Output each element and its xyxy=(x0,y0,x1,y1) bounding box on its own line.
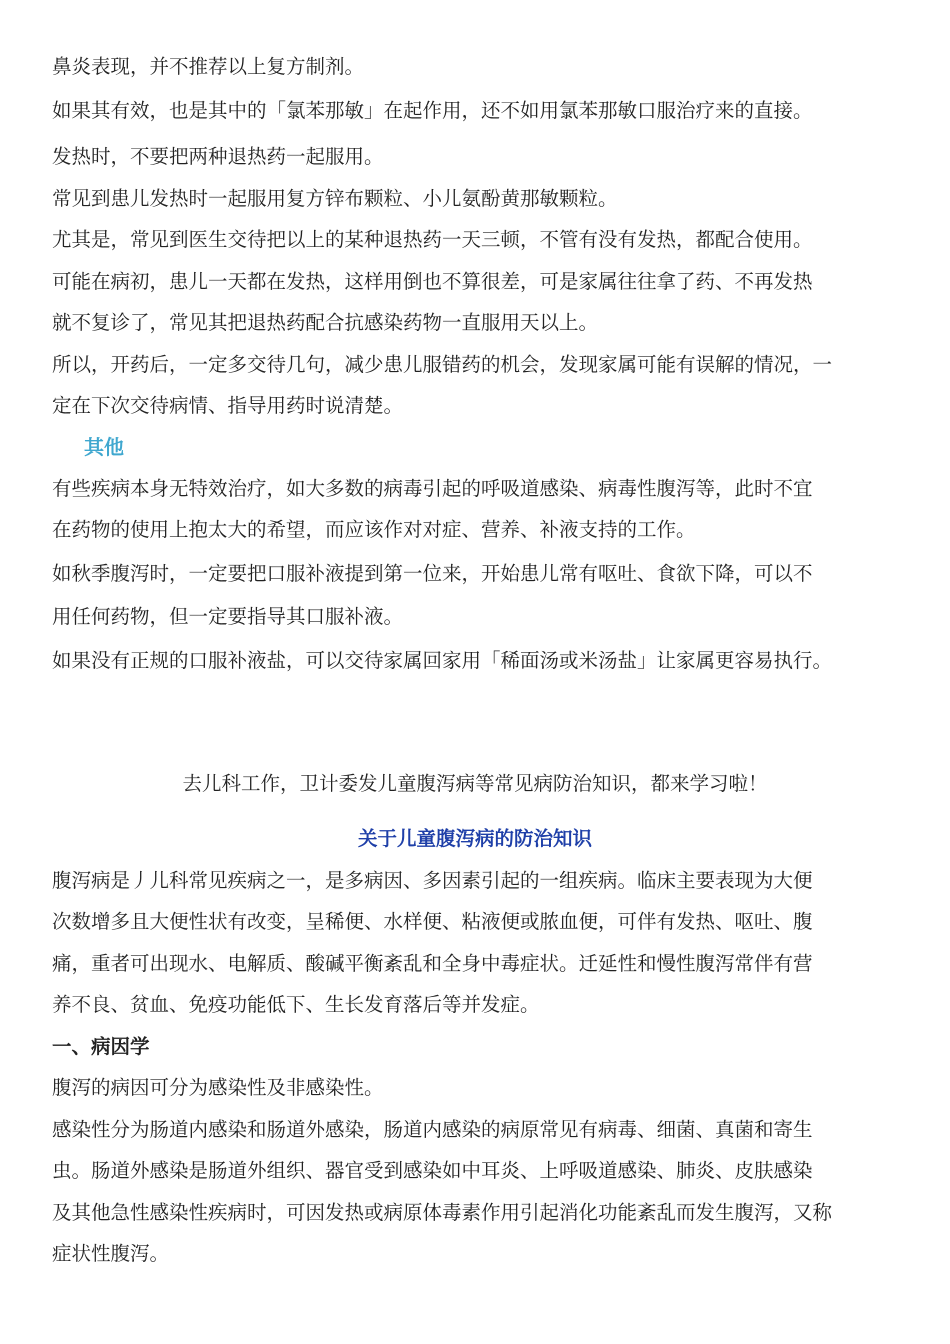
paragraph-line: 如果没有正规的口服补液盐，可以交待家属回家用「稀面汤或米汤盐」让家属更容易执行。 xyxy=(52,649,833,672)
paragraph-line: 感染性分为肠道内感染和肠道外感染，肠道内感染的病原常见有病毒、细菌、真菌和寄生 xyxy=(52,1118,813,1141)
paragraph-line: 及其他急性感染性疾病时，可因发热或病原体毒素作用引起消化功能紊乱而发生腹泻，又称 xyxy=(52,1201,833,1224)
paragraph-line: 鼻炎表现，并不推荐以上复方制剂。 xyxy=(52,55,365,78)
etiology-heading: 一、病因学 xyxy=(52,1035,150,1058)
paragraph-line: 尤其是，常见到医生交待把以上的某种退热药一天三顿，不管有没有发热，都配合使用。 xyxy=(52,228,813,251)
article-subtitle: 关于儿童腹泻病的防治知识 xyxy=(357,827,592,850)
paragraph-line: 养不良、贫血、免疫功能低下、生长发育落后等并发症。 xyxy=(52,993,540,1016)
paragraph-line: 在药物的使用上抱太大的希望，而应该作对对症、营养、补液支持的工作。 xyxy=(52,518,696,541)
paragraph-line: 发热时，不要把两种退热药一起服用。 xyxy=(52,145,384,168)
paragraph-line: 可能在病初，患儿一天都在发热，这样用倒也不算很差，可是家属往往拿了药、不再发热 xyxy=(52,270,813,293)
paragraph-line: 就不复诊了，常见其把退热药配合抗感染药物一直服用天以上。 xyxy=(52,311,599,334)
paragraph-line: 腹泻病是丿儿科常见疾病之一，是多病因、多因素引起的一组疾病。临床主要表现为大便 xyxy=(52,869,813,892)
paragraph-line: 用任何药物，但一定要指导其口服补液。 xyxy=(52,605,404,628)
paragraph-line: 腹泻的病因可分为感染性及非感染性。 xyxy=(52,1076,384,1099)
paragraph-line: 有些疾病本身无特效治疗，如大多数的病毒引起的呼吸道感染、病毒性腹泻等，此时不宜 xyxy=(52,477,813,500)
paragraph-line: 定在下次交待病情、指导用药时说清楚。 xyxy=(52,394,404,417)
paragraph-line: 虫。肠道外感染是肠道外组织、器官受到感染如中耳炎、上呼吸道感染、肺炎、皮肤感染 xyxy=(52,1159,813,1182)
paragraph-line: 症状性腹泻。 xyxy=(52,1242,170,1265)
paragraph-line: 痛，重者可出现水、电解质、酸碱平衡紊乱和全身中毒症状。迁延性和慢性腹泻常伴有营 xyxy=(52,952,813,975)
section-heading-other: 其他 xyxy=(84,435,124,459)
paragraph-line: 如果其有效，也是其中的「氯苯那敏」在起作用，还不如用氯苯那敏口服治疗来的直接。 xyxy=(52,99,813,122)
paragraph-line: 常见到患儿发热时一起服用复方锌布颗粒、小儿氨酚黄那敏颗粒。 xyxy=(52,187,618,210)
paragraph-line: 所以，开药后，一定多交待几句，减少患儿服错药的机会，发现家属可能有误解的情况，一 xyxy=(52,353,833,376)
article-title: 去儿科工作，卫计委发儿童腹泻病等常见病防治知识，都来学习啦！ xyxy=(182,772,768,795)
paragraph-line: 次数增多且大便性状有改变，呈稀便、水样便、粘液便或脓血便，可伴有发热、呕吐、腹 xyxy=(52,910,813,933)
paragraph-line: 如秋季腹泻时，一定要把口服补液提到第一位来，开始患儿常有呕吐、食欲下降，可以不 xyxy=(52,562,813,585)
